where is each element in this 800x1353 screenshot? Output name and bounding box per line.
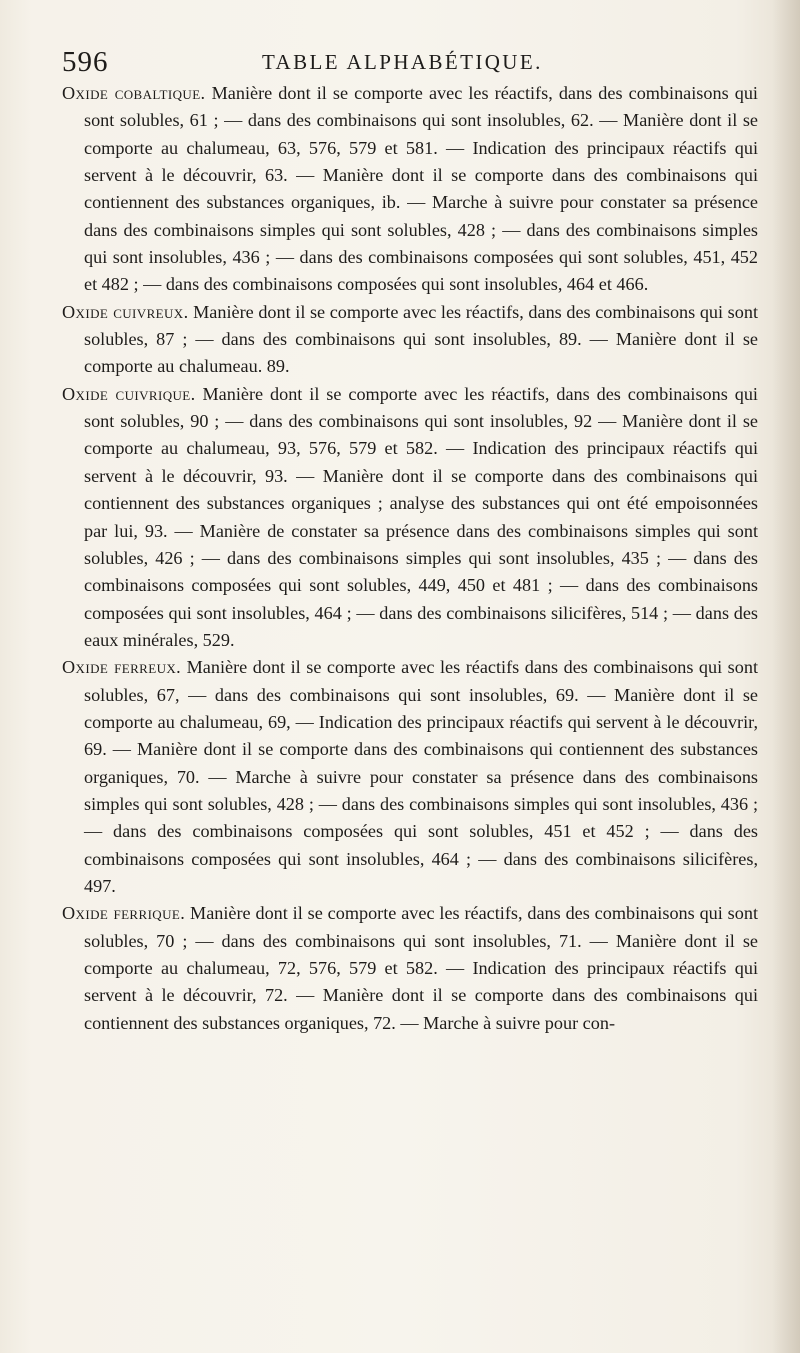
entry-text: Manière dont il se comporte avec les réactifs dans des combinaisons qui sont solubles, 67, — dans des combinaisons qui sont insolubles, 69. — Manière dont il se comporte au chalumeau, 69, — Indication des principaux réactifs qui servent à le découvrir, 69. — Manière dont il se comporte dans des combinaisons qui contiennent des substances organiques, 70. — Marche à suivre pour constater sa présence dans des combinaisons simples qui sont solubles, 428 ; — dans des combinaisons simples qui sont insolubles, 436 ; — dans des combinaisons composées qui sont solubles, 451 et 452 ; — dans des combinaisons composées qui sont insolubles, 464 ; — dans des combinaisons silicifères, 497. (84, 657, 759, 896)
index-entry-oxide-ferreux (62, 654, 758, 900)
entry-term: Oxide ferreux. (62, 657, 182, 678)
index-entries (62, 80, 758, 1037)
index-entry-oxide-cuivreux (62, 299, 758, 381)
entry-text: Manière dont il se comporte avec les réactifs, dans des combinaisons qui sont solubles, 70 ; — dans des combinaisons qui sont insolubles, 71. — Manière dont il se comporte au chalumeau, 72, 576, 579 et 582. — Indication des principaux réactifs qui servent à le découvrir, 72. — Manière dont il se comporte dans des combinaisons qui contiennent des substances organiques, 72. — Marche à suivre pour con- (84, 903, 758, 1033)
index-entry-oxide-cuivrique (62, 381, 758, 654)
entry-term: Oxide cuivreux. (62, 301, 189, 322)
entry-text: Manière dont il se comporte avec les réactifs, dans des combinaisons qui sont solubles, 90 ; — dans des combinaisons qui sont insolubles, 92 — Manière dont il se comporte au chalumeau, 93, 576, 579 et 582. — Indication des principaux réactifs qui servent à le découvrir, 93. — Manière dont il se comporte dans des combinaisons qui contiennent des substances organiques ; analyse des substances qui ont été empoisonnées par lui, 93. — Manière de constater sa présence dans des combinaisons simples qui sont solubles, 426 ; — dans des combinaisons simples qui sont insolubles, 435 ; — dans des combinaisons composées qui sont solubles, 449, 450 et 481 ; — dans des combinaisons composées qui sont insolubles, 464 ; — dans des combinaisons silicifères, 514 ; — dans des eaux minérales, 529. (84, 383, 758, 650)
running-title: TABLE ALPHABÉTIQUE. (262, 50, 543, 74)
entry-term: Oxide cobaltique. (62, 83, 206, 103)
page-header (62, 40, 762, 84)
page-number: 596 (62, 46, 109, 78)
index-entry-oxide-ferrique (62, 900, 758, 1037)
entry-term: Oxide ferrique. (62, 903, 186, 924)
entry-text: Manière dont il se comporte avec les réactifs, dans des combinaisons qui sont solubles, 61 ; — dans des combinaisons qui sont insolubles, 62. — Manière dont il se comporte au chalumeau, 63, 576, 579 et 581. — Indication des principaux réactifs qui servent à le découvrir, 63. — Manière dont il se comporte dans des combinaisons qui contiennent des substances organiques, ib. — Marche à suivre pour constater sa présence dans des combinaisons simples qui sont solubles, 428 ; — dans des combinaisons simples qui sont insolubles, 436 ; — dans des combinaisons composées qui sont solubles, 451, 452 et 482 ; — dans des combinaisons composées qui sont insolubles, 464 et 466. (84, 83, 758, 295)
page-edge-shadow (772, 0, 800, 1353)
index-entry-oxide-cobaltique (62, 80, 758, 299)
entry-text: Manière dont il se comporte avec les réactifs, dans des combinaisons qui sont solubles, 87 ; — dans des combinaisons qui sont insolubles, 89. — Manière dont il se comporte au chalumeau. 89. (84, 301, 758, 377)
entry-term: Oxide cuivrique. (62, 383, 196, 404)
